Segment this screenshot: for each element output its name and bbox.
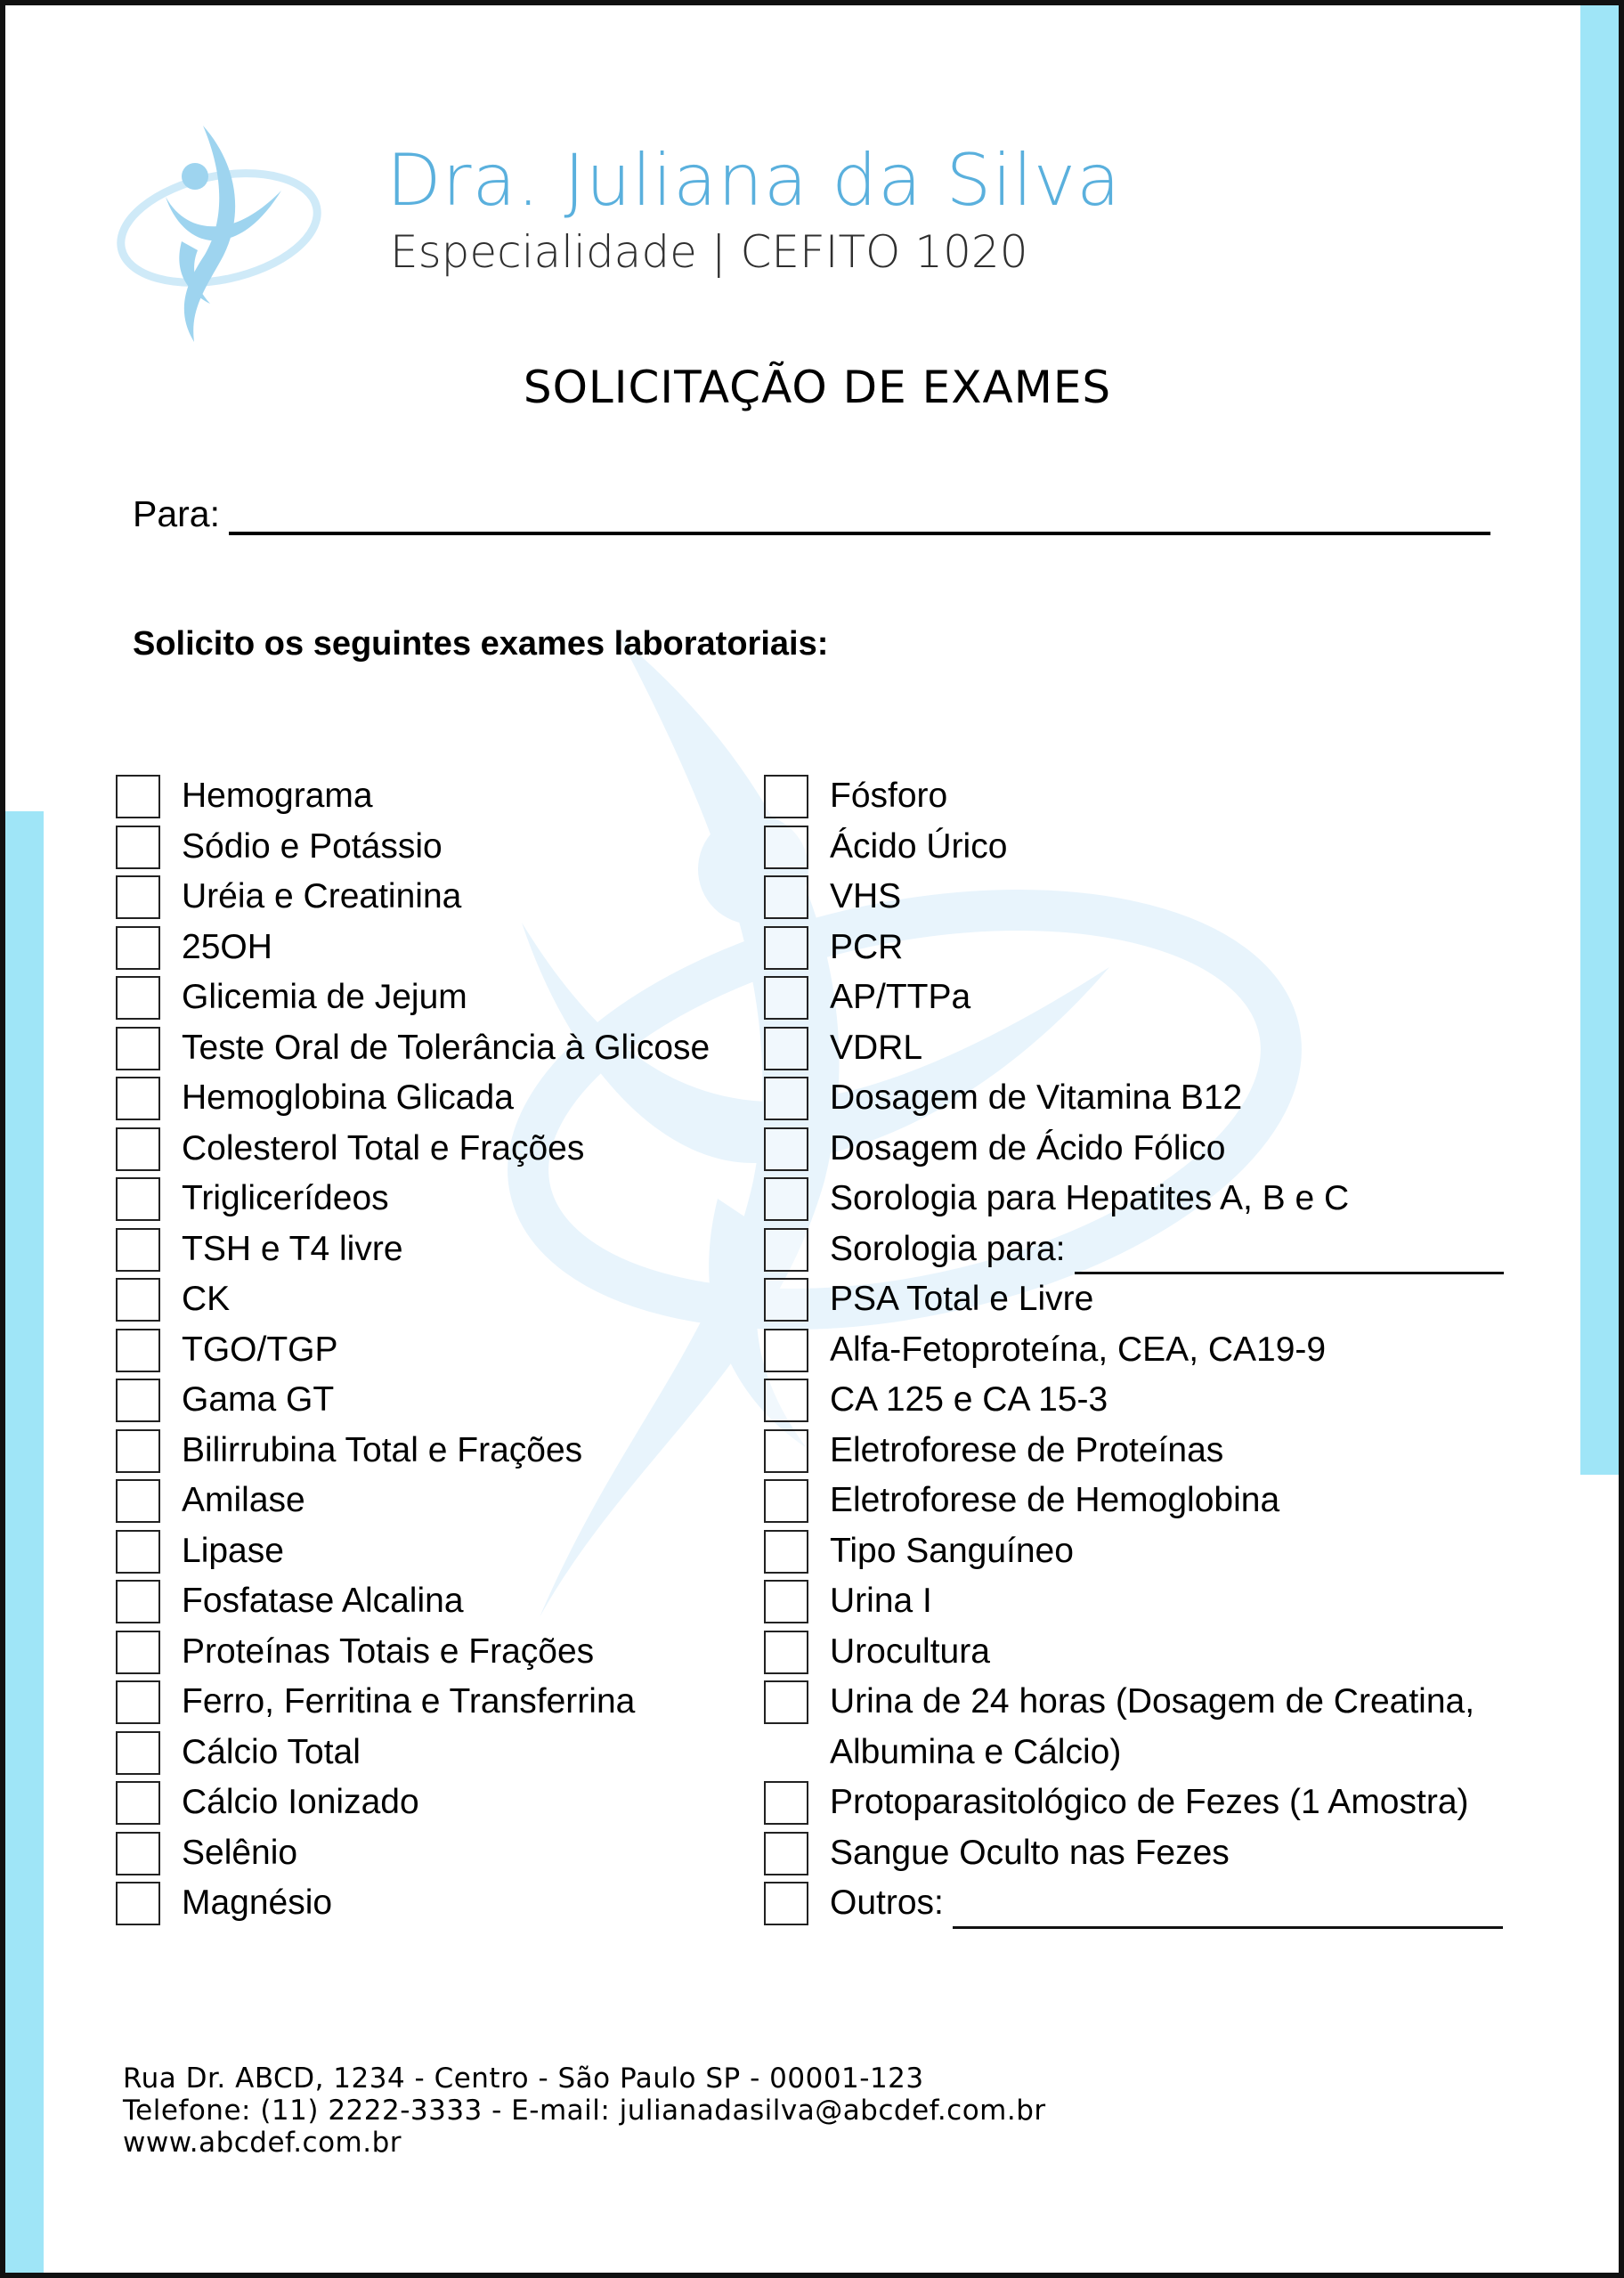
exam-label: Hemograma <box>182 777 373 815</box>
exam-label: CK <box>182 1280 231 1318</box>
exam-checkbox[interactable] <box>116 1077 160 1120</box>
exam-item <box>764 1677 1530 1778</box>
exam-label: Outros: <box>830 1883 944 1922</box>
exam-checkbox[interactable] <box>116 1127 160 1171</box>
footer-contact <box>123 2062 1046 2159</box>
exam-label: CA 125 e CA 15-3 <box>830 1380 1108 1419</box>
exam-checkbox[interactable] <box>764 1278 808 1322</box>
exam-label: Lipase <box>182 1531 284 1570</box>
exam-item <box>764 1878 1530 1929</box>
exam-label: Amilase <box>182 1481 305 1519</box>
exam-checkbox[interactable] <box>116 1680 160 1724</box>
exam-checkbox[interactable] <box>764 1329 808 1372</box>
exam-checkbox[interactable] <box>764 1379 808 1422</box>
accent-stripe-right <box>1580 5 1619 1475</box>
exam-label: Sangue Oculto nas Fezes <box>830 1833 1230 1872</box>
exam-item <box>764 1375 1530 1426</box>
exam-checkbox[interactable] <box>116 1731 160 1775</box>
exam-checkbox[interactable] <box>116 1832 160 1875</box>
exam-label: PSA Total e Livre <box>830 1280 1094 1318</box>
exam-label: Tipo Sanguíneo <box>830 1531 1074 1570</box>
exam-label: Ferro, Ferritina e Transferrina <box>182 1682 636 1721</box>
exam-label: AP/TTPa <box>830 978 971 1016</box>
exam-label: Sódio e Potássio <box>182 826 443 866</box>
exam-checkbox[interactable] <box>116 1631 160 1674</box>
exam-label: Protoparasitológico de Fezes (1 Amostra) <box>830 1783 1469 1821</box>
exam-item <box>764 771 1530 822</box>
exam-label: Eletroforese de Proteínas <box>830 1430 1224 1469</box>
exam-checkbox[interactable] <box>116 1530 160 1574</box>
exam-checkbox[interactable] <box>116 1580 160 1623</box>
doctor-name: Dra. Juliana da Silva <box>386 139 1122 222</box>
exam-checkbox[interactable] <box>116 1379 160 1422</box>
exam-checkbox[interactable] <box>764 1027 808 1070</box>
exam-label: Fósforo <box>830 777 948 815</box>
exam-checkbox[interactable] <box>764 1680 808 1724</box>
exam-checkbox[interactable] <box>764 1530 808 1574</box>
others-input-line[interactable] <box>953 1892 1503 1929</box>
exam-label: Magnésio <box>182 1883 333 1922</box>
exam-label: PCR <box>830 927 904 966</box>
exam-label: Fosfatase Alcalina <box>182 1582 464 1620</box>
doctor-specialty: Especialidade | CEFITO 1020 <box>390 226 1028 278</box>
exam-label-line-1: Urina de 24 horas (Dosagem de Creatina, <box>830 1682 1475 1721</box>
exam-checkbox[interactable] <box>764 1077 808 1120</box>
exam-checkbox[interactable] <box>764 775 808 818</box>
logo-figure-icon <box>112 121 326 344</box>
exam-item <box>764 1778 1530 1828</box>
exam-item <box>764 1627 1530 1678</box>
exam-checkbox[interactable] <box>116 875 160 919</box>
exam-item <box>764 1224 1530 1275</box>
exam-checkbox[interactable] <box>116 976 160 1020</box>
exam-label: Hemoglobina Glicada <box>182 1078 514 1117</box>
exam-item <box>764 923 1530 973</box>
exam-label: Sorologia para: <box>830 1229 1066 1268</box>
exam-checkbox[interactable] <box>116 1278 160 1322</box>
exam-checkbox[interactable] <box>764 1781 808 1825</box>
serology-input-line[interactable] <box>1075 1238 1504 1274</box>
exam-checkbox[interactable] <box>116 826 160 869</box>
page-title: SOLICITAÇÃO DE EXAMES <box>523 362 1112 413</box>
exam-label: Alfa-Fetoproteína, CEA, CA19-9 <box>830 1330 1327 1369</box>
exam-label: Proteínas Totais e Frações <box>182 1631 595 1671</box>
exam-checkbox[interactable] <box>764 1832 808 1875</box>
exam-item <box>764 1073 1530 1124</box>
exam-checkbox[interactable] <box>116 1781 160 1825</box>
exam-checkbox[interactable] <box>764 976 808 1020</box>
exam-item <box>764 1526 1530 1577</box>
exam-checkbox[interactable] <box>116 1479 160 1523</box>
exam-item <box>764 1576 1530 1627</box>
exam-checkbox[interactable] <box>764 1127 808 1171</box>
exam-checkbox[interactable] <box>764 1580 808 1623</box>
exam-checkbox[interactable] <box>764 1631 808 1674</box>
exam-label: Glicemia de Jejum <box>182 978 467 1016</box>
exam-label: Dosagem de Ácido Fólico <box>830 1128 1226 1167</box>
exam-checkbox[interactable] <box>116 1329 160 1372</box>
exam-label: Ácido Úrico <box>830 826 1008 866</box>
exam-item <box>764 1174 1530 1224</box>
exam-label: Uréia e Creatinina <box>182 877 462 915</box>
exam-item <box>764 1274 1530 1325</box>
section-title: Solicito os seguintes exames laboratoriais: <box>133 625 829 663</box>
exam-label: Triglicerídeos <box>182 1179 389 1217</box>
exam-checkbox[interactable] <box>764 926 808 970</box>
exam-item <box>764 1325 1530 1376</box>
exam-label: Sorologia para Hepatites A, B e C <box>830 1179 1350 1217</box>
exam-label: Cálcio Ionizado <box>182 1783 419 1821</box>
exam-label: TSH e T4 livre <box>182 1229 403 1268</box>
exam-item <box>764 1476 1530 1526</box>
exam-label: VDRL <box>830 1028 923 1067</box>
exam-checkbox[interactable] <box>116 1228 160 1272</box>
footer-contact-line: Telefone: (11) 2222-3333 - E-mail: julianadasilva@abcdef.com.br <box>123 2095 1046 2127</box>
exam-label-multiline <box>830 1677 1474 1778</box>
exam-label: Selênio <box>182 1833 298 1872</box>
exam-item <box>764 822 1530 873</box>
exam-list-right <box>764 771 1530 1929</box>
exam-label: Urocultura <box>830 1631 990 1671</box>
exam-item <box>764 1426 1530 1477</box>
recipient-field <box>133 493 1490 535</box>
exam-label: Bilirrubina Total e Frações <box>182 1430 583 1469</box>
exam-label-with-blank <box>830 1224 1504 1275</box>
exam-checkbox[interactable] <box>764 1479 808 1523</box>
exam-label: Urina I <box>830 1582 932 1620</box>
exam-checkbox[interactable] <box>116 1027 160 1070</box>
recipient-label: Para: <box>133 493 220 534</box>
exam-label: TGO/TGP <box>182 1330 338 1369</box>
exam-label: 25OH <box>182 927 272 966</box>
exam-checkbox[interactable] <box>764 1228 808 1272</box>
exam-item <box>764 1828 1530 1879</box>
exam-label: Eletroforese de Hemoglobina <box>830 1481 1280 1519</box>
exam-checkbox[interactable] <box>764 1429 808 1473</box>
exam-label: Colesterol Total e Frações <box>182 1128 585 1167</box>
exam-checkbox[interactable] <box>116 1177 160 1221</box>
exam-checkbox[interactable] <box>116 775 160 818</box>
footer-website: www.abcdef.com.br <box>123 2127 402 2159</box>
exam-item <box>764 872 1530 923</box>
exam-checkbox[interactable] <box>764 826 808 869</box>
exam-label: Cálcio Total <box>182 1732 361 1771</box>
exam-checkbox[interactable] <box>116 1429 160 1473</box>
exam-checkbox[interactable] <box>764 875 808 919</box>
exam-item <box>764 1023 1530 1074</box>
exam-item <box>764 1124 1530 1175</box>
recipient-input-line[interactable] <box>229 498 1490 535</box>
exam-checkbox[interactable] <box>764 1882 808 1925</box>
exam-label-with-blank <box>830 1878 1503 1929</box>
exam-label-line-2: Albumina e Cálcio) <box>830 1732 1122 1771</box>
exam-checkbox[interactable] <box>116 926 160 970</box>
exam-label: Gama GT <box>182 1380 335 1419</box>
exam-item <box>764 972 1530 1023</box>
exam-label: Teste Oral de Tolerância à Glicose <box>182 1028 710 1067</box>
exam-label: Dosagem de Vitamina B12 <box>830 1078 1243 1117</box>
accent-stripe-left <box>5 811 44 2278</box>
footer-address: Rua Dr. ABCD, 1234 - Centro - São Paulo SP - 00001-123 <box>123 2062 924 2095</box>
exam-checkbox[interactable] <box>116 1882 160 1925</box>
exam-checkbox[interactable] <box>764 1177 808 1221</box>
exam-label: VHS <box>830 877 902 915</box>
